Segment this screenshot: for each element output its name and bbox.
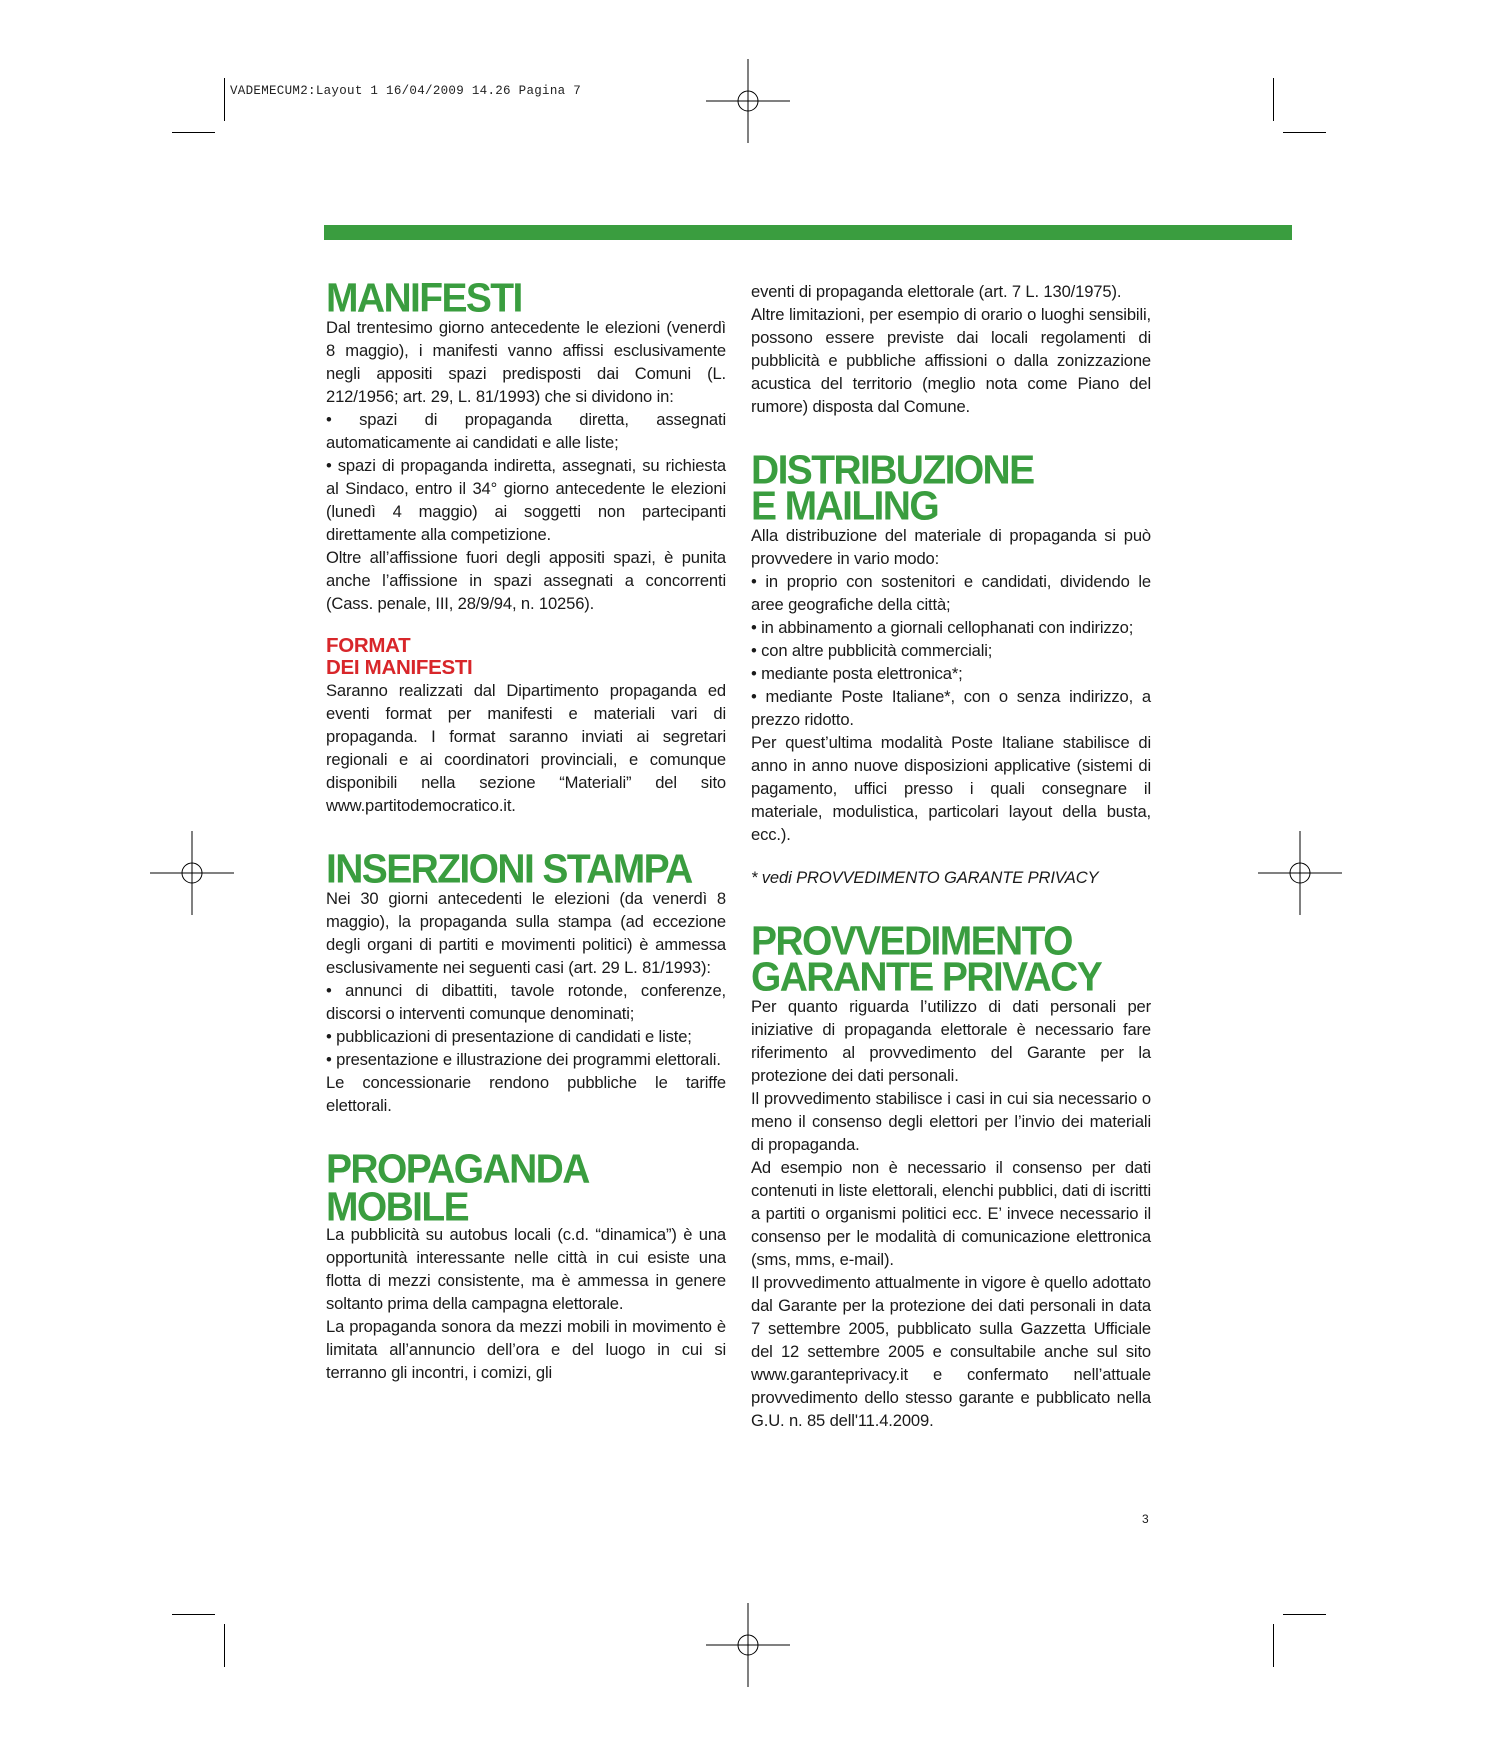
distribuzione-bullet-email: • mediante posta elettronica*; [751,664,963,683]
subsection-title-format-line1: FORMAT [326,634,411,657]
section-title-manifesti: MANIFESTI [326,275,522,321]
distribuzione-bullet-commerciali: • con altre pubblicità commerciali; [751,641,993,660]
inserzioni-bullet-programmi: • presentazione e illustrazione dei programmi elettorali. [326,1050,721,1069]
registration-mark-top-icon [706,59,790,143]
privacy-consenso: Il provvedimento stabilisce i casi in cui sia necessario o meno il consenso degli elettori per l’invio dei materiali di propaganda. [751,1089,1151,1154]
section-title-distribuzione-line1: DISTRIBUZIONE [751,447,1034,493]
section-distribuzione [751,447,1151,889]
crop-mark-bottom-right-v [1273,1624,1274,1667]
registration-mark-bottom-icon [706,1603,790,1687]
inserzioni-intro: Nei 30 giorni antecedenti le elezioni (da venerdì 8 maggio), la propaganda sulla stampa (ad eccezione degli organi di partiti e movimenti politici) è ammessa esclusivamente nei seguenti casi (art. 29 L. 81/1993): [326,889,726,977]
mobile-sonora: La propaganda sonora da mezzi mobili in movimento è limitata all’annuncio dell’ora e del luogo in cui si terranno gli incontri, i comizi, gli [326,1317,726,1382]
inserzioni-tariffe: Le concessionarie rendono pubbliche le tariffe elettorali. [326,1073,726,1115]
section-title-inserzioni: INSERZIONI STAMPA [326,846,692,892]
manifesti-affissione: Oltre all’affissione fuori degli appositi spazi, è punita anche l’affissione in spazi assegnati a concorrenti (Cass. penale, III, 28/9/94, n. 10256). [326,548,726,613]
section-continued [751,280,1151,418]
section-propaganda-mobile [326,1146,726,1384]
registration-mark-right-icon [1258,831,1342,915]
privacy-esempio: Ad esempio non è necessario il consenso per dati contenuti in liste elettorali, elenchi pubblici, dati di iscritti a partiti o organismi politici ecc. E’ invece necessario il consenso per le modalità di comunicazione elettronica (sms, mms, e-mail). [751,1158,1151,1269]
section-title-distribuzione-line2: E MAILING [751,483,939,529]
subsection-title-format-line2: DEI MANIFESTI [326,656,473,679]
privacy-vigore: Il provvedimento attualmente in vigore è quello adottato dal Garante per la protezione dei dati personali in data 7 settembre 2005, pubblicato sulla Gazzetta Ufficiale del 12 settembre 2005 e consultabile anche sul sito www.garanteprivacy.it e confermato nell’attuale provvedimento dello stesso garante e pubblicato nella G.U. n. 85 dell'11.4.2009. [751,1273,1151,1430]
manifesti-bullet-diretta: • spazi di propaganda diretta, assegnati automaticamente ai candidati e alle liste; [326,410,726,452]
section-manifesti [326,275,726,615]
continued-limitazioni: Altre limitazioni, per esempio di orario o luoghi sensibili, possono essere previste dai locali regolamenti di pubblicità e pubbliche affissioni o dalla zonizzazione acustica del territorio (meglio nota come Piano del rumore) disposta dal Comune. [751,305,1151,416]
privacy-intro: Per quanto riguarda l’utilizzo di dati personali per iniziative di propaganda elettorale è necessario fare riferimento al provvedimento del Garante per la protezione dei dati personali. [751,997,1151,1085]
section-title-mobile: PROPAGANDA MOBILE [326,1146,588,1230]
distribuzione-intro: Alla distribuzione del materiale di propaganda si può provvedere in vario modo: [751,526,1151,568]
distribuzione-footnote: * vedi PROVVEDIMENTO GARANTE PRIVACY [751,868,1099,887]
distribuzione-bullet-proprio: • in proprio con sostenitori e candidati, dividendo le aree geografiche della città; [751,572,1151,614]
format-paragraph: Saranno realizzati dal Dipartimento propaganda ed eventi format per manifesti e materiali vari di propaganda. I format saranno inviati ai segretari regionali e ai coordinatori provinciali, e comunque disponibili nella sezione “Materiali” del sito www.partitodemocratico.it. [326,681,726,815]
crop-mark-top-left-v [224,78,225,121]
crop-mark-bottom-left-v [224,1624,225,1667]
inserzioni-bullet-pubblicazioni: • pubblicazioni di presentazione di candidati e liste; [326,1027,692,1046]
section-format [326,635,726,817]
crop-mark-top-left-h [172,132,215,133]
registration-mark-left-icon [150,831,234,915]
section-title-privacy-line1: PROVVEDIMENTO [751,918,1072,964]
continued-eventi: eventi di propaganda elettorale (art. 7 L. 130/1975). [751,282,1122,301]
manifesti-intro: Dal trentesimo giorno antecedente le elezioni (venerdì 8 maggio), i manifesti vanno affissi esclusivamente negli appositi spazi predisposti dai Comuni (L. 212/1956; art. 29, L. 81/1993) che si dividono in: [326,318,726,406]
page-number: 3 [1142,1512,1149,1526]
header-green-bar [324,225,1292,240]
left-column [326,275,726,1384]
crop-mark-bottom-left-h [172,1614,215,1615]
section-title-privacy-line2: GARANTE PRIVACY [751,954,1102,1000]
distribuzione-bullet-giornali: • in abbinamento a giornali cellophanati con indirizzo; [751,618,1134,637]
inserzioni-bullet-annunci: • annunci di dibattiti, tavole rotonde, conferenze, discorsi o interventi comunque denominati; [326,981,726,1023]
crop-mark-top-right-h [1283,132,1326,133]
printer-slug: VADEMECUM2:Layout 1 16/04/2009 14.26 Pagina 7 [230,84,582,98]
crop-mark-bottom-right-h [1283,1614,1326,1615]
manifesti-bullet-indiretta: • spazi di propaganda indiretta, assegnati, su richiesta al Sindaco, entro il 34° giorno antecedente le elezioni (lunedì 4 maggio) ai soggetti non partecipanti direttamente alla competizione. [326,456,726,544]
section-inserzioni-stampa [326,846,726,1117]
distribuzione-poste-paragraph: Per quest’ultima modalità Poste Italiane stabilisce di anno in anno nuove disposizioni applicative (sistemi di pagamento, uffici presso i quali consegnare il materiale, modulistica, particolari layout della busta, ecc.). [751,733,1151,844]
right-column [751,280,1151,1432]
crop-mark-top-right-v [1273,78,1274,121]
distribuzione-bullet-poste: • mediante Poste Italiane*, con o senza indirizzo, a prezzo ridotto. [751,687,1151,729]
section-privacy [751,918,1151,1432]
mobile-autobus: La pubblicità su autobus locali (c.d. “dinamica”) è una opportunità interessante nelle città in cui esiste una flotta di mezzi consistente, ma è ammessa in genere soltanto prima della campagna elettorale. [326,1225,726,1313]
